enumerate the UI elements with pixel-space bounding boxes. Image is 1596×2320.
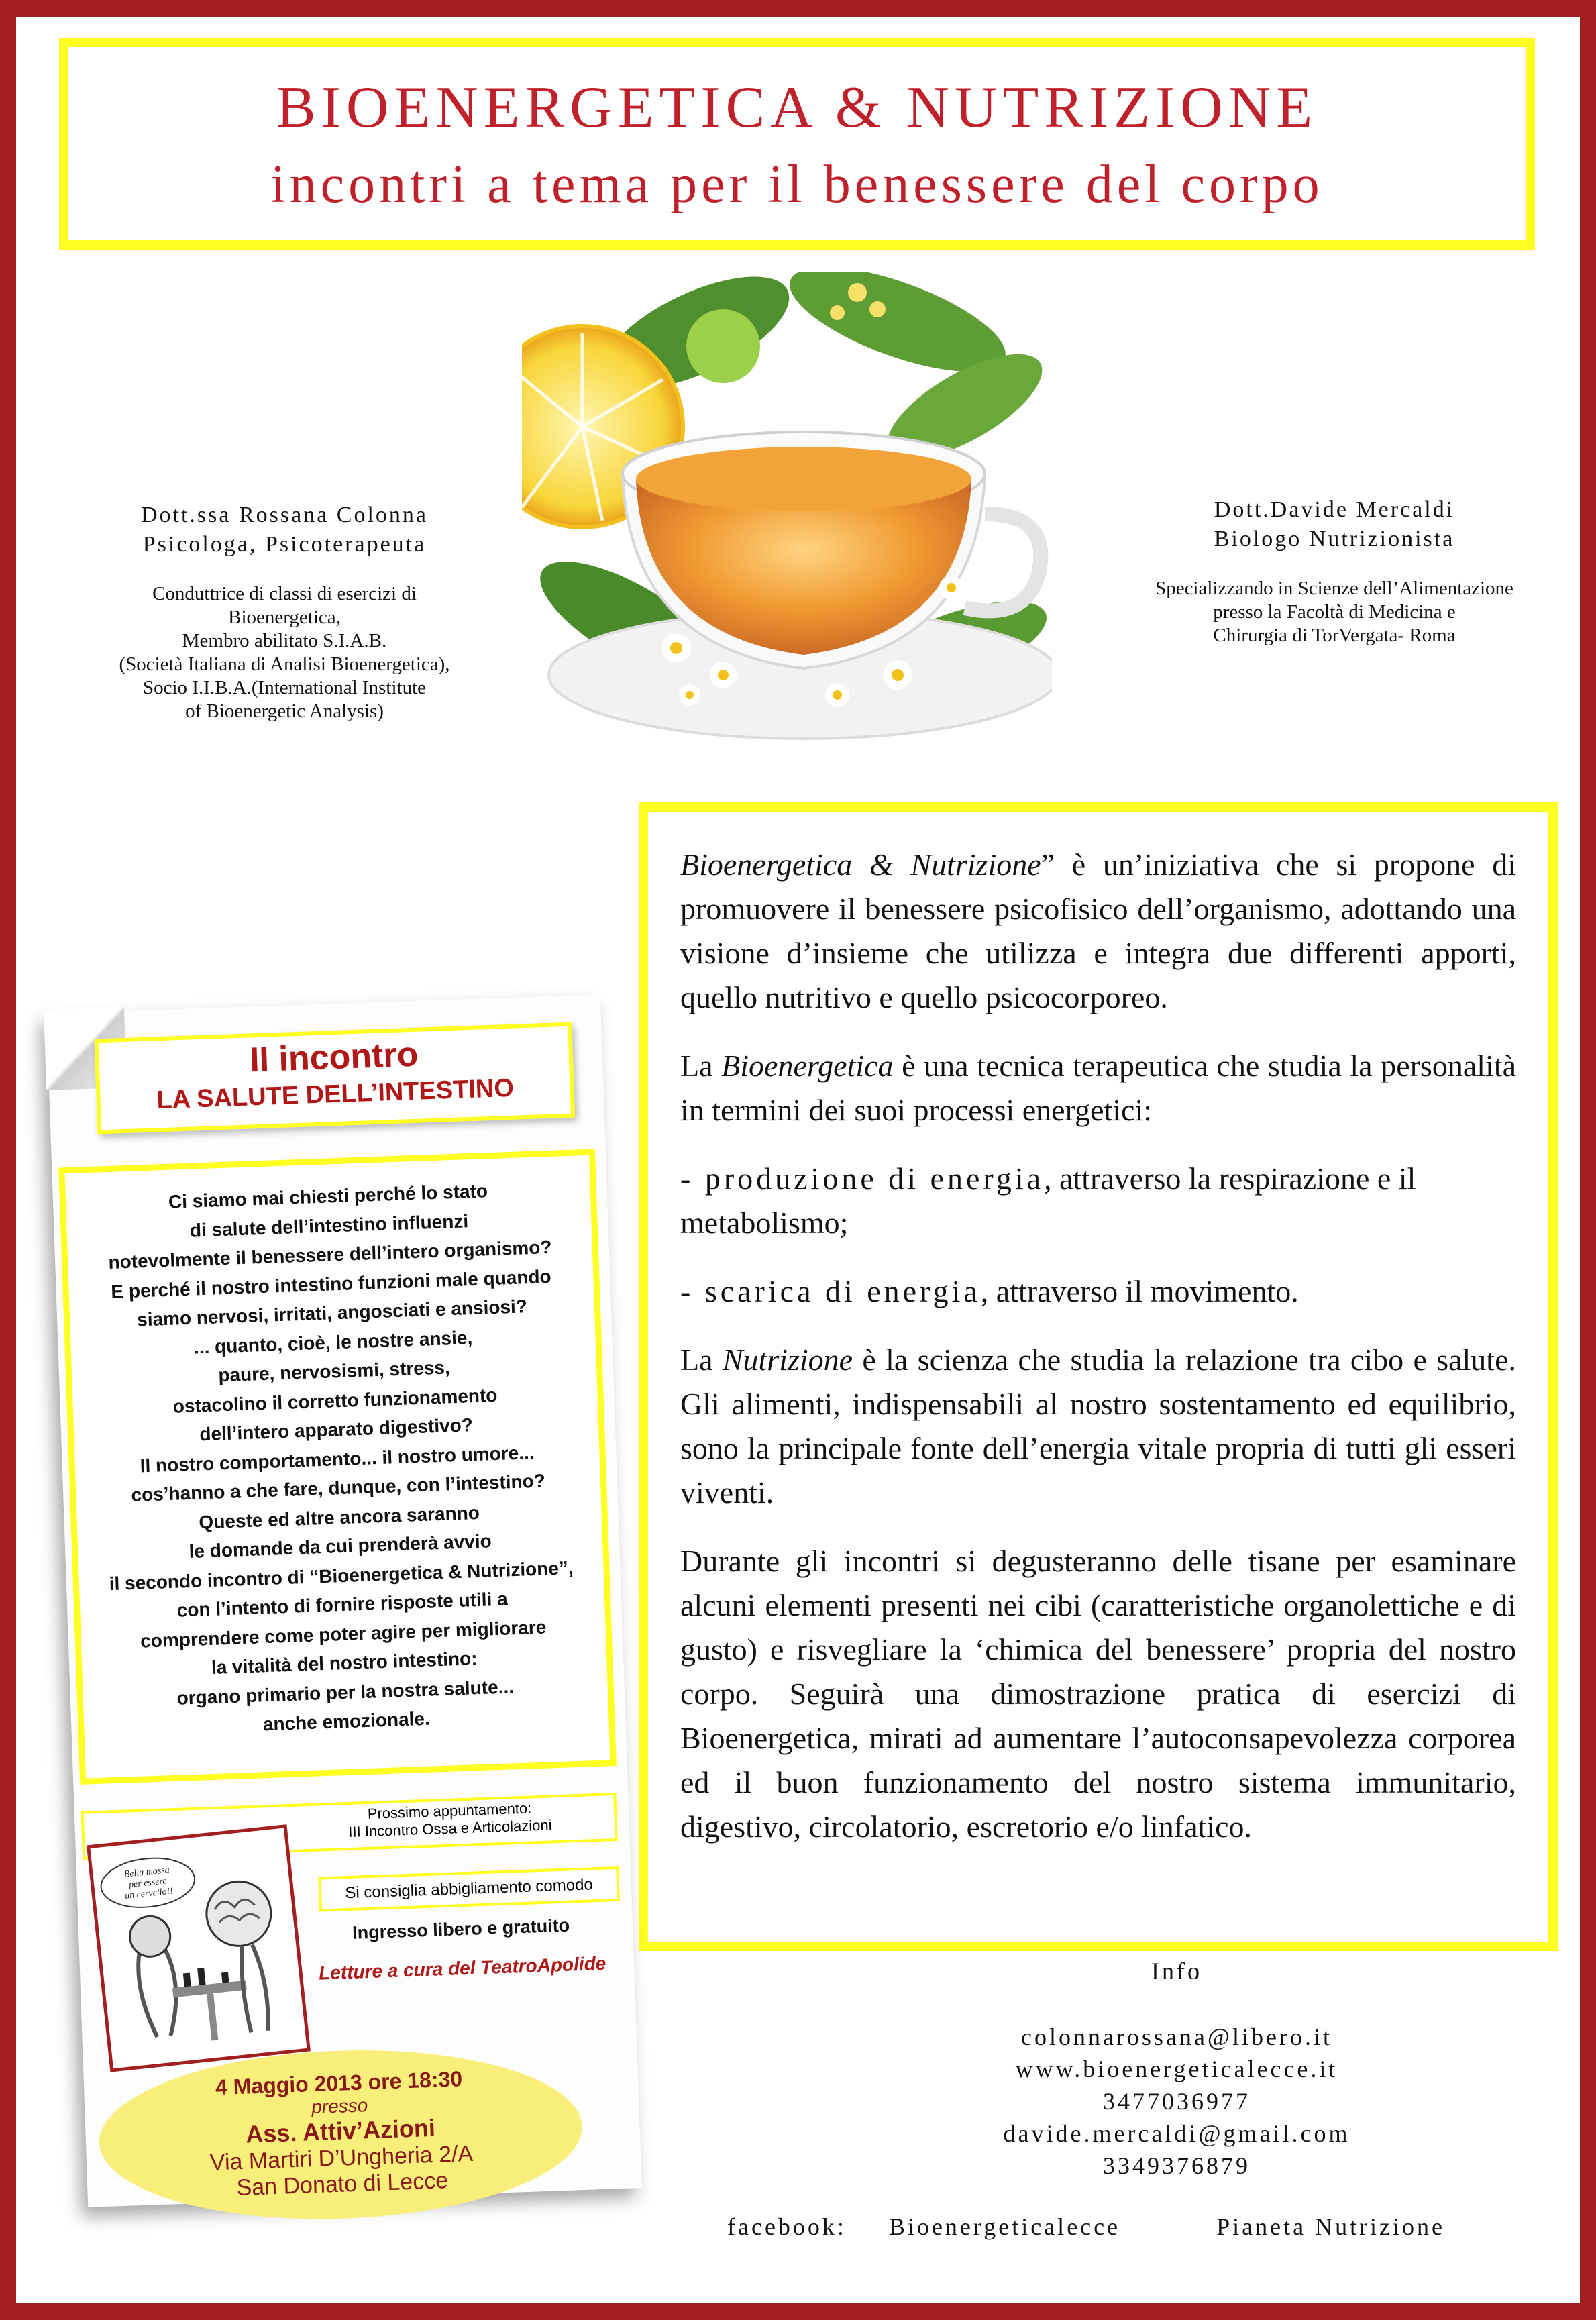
description-text	[680, 843, 1516, 1849]
right-doctor-detail: Chirurgia di TorVergata- Roma	[1213, 625, 1456, 646]
flyer-question-line: Queste ed altre ancora saranno	[198, 1501, 480, 1532]
clothing-note: Si consiglia abbigliamento comodo	[344, 1875, 594, 1903]
event-flyer	[46, 994, 642, 2207]
info-phone: 3477036977	[1103, 2088, 1251, 2115]
description-paragraph: , attraverso il movimento.	[980, 1274, 1299, 1308]
right-doctor-role: Biologo Nutrizionista	[1214, 527, 1455, 551]
readings-note: Letture a cura del TeatroApolide	[318, 1952, 606, 1984]
flyer-question-line: paure, nervosismi, stress,	[217, 1357, 451, 1386]
info-email[interactable]: colonnarossana@libero.it	[1020, 2023, 1333, 2050]
flyer-question-line: con l’intento di fornire risposte utili a	[176, 1588, 509, 1621]
info-phone: 3349376879	[1103, 2152, 1251, 2179]
event-address: Via Martiri D’Ungheria 2/A	[209, 2140, 474, 2176]
facebook-page[interactable]: Pianeta Nutrizione	[1216, 2213, 1446, 2240]
left-doctor-detail: Bioenergetica,	[228, 607, 341, 628]
description-italic: Bioenergetica	[721, 1049, 894, 1083]
description-paragraph: ” è un’iniziativa che si propone di promuovere il benessere psicofisico dell’organismo, adottando una visione d’insieme che utilizza e integra due differenti apporti, quello nutritivo e quello psicocorporeo.	[680, 847, 1516, 1014]
description-paragraph: La	[680, 1049, 722, 1083]
description-paragraph: è la scienza che studia la relazione tra cibo e salute. Gli alimenti, indispensabili al nostro sostentamento ed equilibrio, sono la principale fonte dell’energia vitale propria di tutti gli esseri viventi.	[680, 1342, 1516, 1510]
description-spaced: - scarica di energia	[680, 1274, 981, 1308]
flyer-question-line: cos’hanno a che fare, dunque, con l’intestino?	[130, 1470, 546, 1506]
flyer-question-line: notevolmente il benessere dell’intero organismo?	[107, 1236, 552, 1273]
flyer-question-line: la vitalità del nostro intestino:	[211, 1648, 478, 1678]
flyer-question-line: Ci siamo mai chiesti perché lo stato	[168, 1180, 488, 1212]
next-appointment-label: Prossimo appuntamento:	[367, 1799, 532, 1822]
description-spaced: - produzione di energia	[680, 1161, 1045, 1196]
poster-page	[16, 17, 1580, 2303]
herbal-tea-image	[522, 272, 1052, 742]
flyer-question-line: Il nostro comportamento... il nostro umore...	[140, 1441, 535, 1476]
left-doctor-name: Dott.ssa Rossana Colonna	[140, 503, 429, 527]
description-frame	[639, 802, 1558, 1951]
flyer-heading: II incontro	[249, 1035, 419, 1080]
left-doctor-detail: Membro abilitato S.I.A.B.	[182, 630, 387, 651]
page-title: BIOENERGETICA & NUTRIZIONE	[276, 75, 1318, 140]
header-frame	[59, 38, 1535, 250]
page-subtitle: incontri a tema per il benessere del corpo	[270, 155, 1324, 214]
flyer-questions-box	[58, 1149, 617, 1785]
event-city: San Donato di Lecce	[235, 2168, 449, 2201]
left-doctor-role: Psicologa, Psicoterapeuta	[142, 532, 427, 557]
facebook-line	[727, 2213, 1532, 2241]
cartoon-caption: un cervello!!	[124, 1886, 174, 1901]
flyer-question-line: il secondo incontro di “Bioenergetica & Nutrizione”,	[109, 1557, 574, 1594]
right-doctor-name: Dott.Davide Mercaldi	[1214, 497, 1455, 522]
flyer-question-line: comprendere come poter agire per migliorare	[140, 1616, 547, 1652]
info-label: Info	[1151, 1958, 1202, 1985]
flyer-question-line: le domande da cui prenderà avvio	[189, 1530, 492, 1563]
description-paragraph: , attraverso la respirazione e il metabolismo;	[680, 1161, 1416, 1240]
left-doctor-detail: Conduttrice di classi di esercizi di	[152, 583, 417, 604]
cartoon-caption: per essere	[128, 1876, 168, 1891]
flyer-question-line: organo primario per la nostra salute...	[176, 1675, 515, 1709]
flyer-question-line: E perché il nostro intestino funzioni male quando	[110, 1265, 552, 1302]
right-doctor-block	[1103, 495, 1566, 647]
flyer-subheading: LA SALUTE DELL’INTESTINO	[156, 1073, 515, 1115]
event-date: 4 Maggio 2013 ore 18:30	[215, 2066, 463, 2100]
left-doctor-detail: of Bioenergetic Analysis)	[185, 700, 384, 722]
cartoon-illustration	[87, 1824, 311, 2072]
info-email[interactable]: davide.mercaldi@gmail.com	[1003, 2120, 1350, 2147]
flyer-heading-box	[95, 1022, 576, 1135]
right-doctor-detail: Specializzando in Scienze dell’Alimentazione	[1155, 578, 1513, 599]
info-section	[902, 1955, 1452, 2182]
flyer-question-line: anche emozionale.	[262, 1707, 431, 1735]
description-paragraph: La	[680, 1342, 723, 1377]
next-appointment-value: III Incontro Ossa e Articolazioni	[348, 1816, 552, 1840]
description-italic: Bioenergetica & Nutrizione	[680, 847, 1041, 882]
flyer-question-line: ostacolino il corretto funzionamento	[172, 1384, 498, 1417]
flyer-question-line: siamo nervosi, irritati, angosciati e ansiosi?	[136, 1296, 528, 1330]
flyer-question-line: dell’intero apparato digestivo?	[199, 1414, 474, 1445]
event-details	[97, 2042, 585, 2227]
flyer-question-line: ... quanto, cioè, le nostre ansie,	[193, 1326, 473, 1358]
right-doctor-detail: presso la Facoltà di Medicina e	[1213, 601, 1456, 623]
left-doctor-detail: (Società Italiana di Analisi Bioenergetica),	[119, 653, 450, 675]
flyer-questions	[72, 1173, 602, 1745]
description-italic: Nutrizione	[722, 1342, 853, 1377]
cartoon-caption: Bella mossa	[123, 1864, 170, 1880]
facebook-label: facebook:	[727, 2213, 847, 2240]
info-website[interactable]: www.bioenergeticalecce.it	[1015, 2056, 1338, 2082]
flyer-question-line: di salute dell’intestino influenzi	[189, 1210, 469, 1241]
entry-note: Ingresso libero e gratuito	[352, 1915, 570, 1943]
left-doctor-block	[70, 500, 499, 723]
clothing-box	[318, 1866, 620, 1912]
facebook-page[interactable]: Bioenergeticalecce	[888, 2213, 1121, 2240]
left-doctor-detail: Socio I.I.B.A.(International Institute	[142, 677, 426, 698]
description-paragraph: è una tecnica terapeutica che studia la personalità in termini dei suoi processi energetici:	[680, 1049, 1517, 1127]
event-venue: Ass. Attiv’Azioni	[245, 2113, 436, 2148]
description-paragraph: Durante gli incontri si degusteranno delle tisane per esaminare alcuni elementi presenti nei cibi (caratteristiche organolettiche e di gusto) e risvegliare la ‘chimica del benessere’ propria del nostro corpo. Seguirà una dimostrazione pratica di esercizi di Bioenergetica, mirati ad aumentare l’autoconsapevolezza corporea ed il buon funzionamento del nostro sistema immunitario, digestivo, circolatorio, escretorio e/o linfatico.	[680, 1544, 1516, 1844]
event-presso: presso	[311, 2095, 368, 2118]
